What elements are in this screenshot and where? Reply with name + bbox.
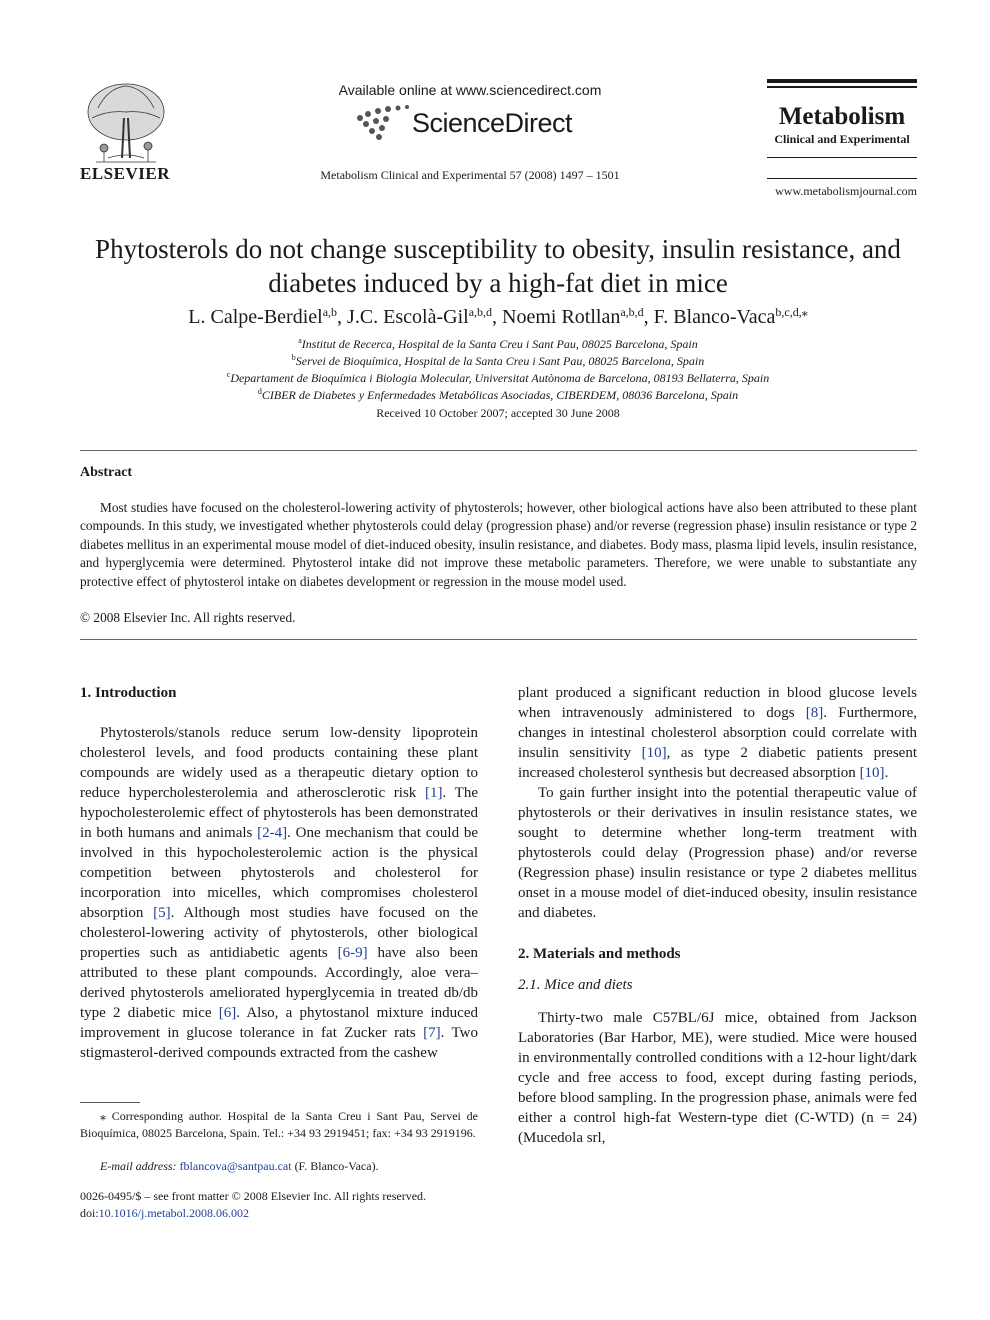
corresponding-mark[interactable]: ⁎ [801,305,808,319]
email-footnote [80,1158,478,1175]
email-owner: (F. Blanco-Vaca). [291,1159,379,1173]
paragraph-text: . Although most studies have focused on the cholesterol-lowering activity of phytosterols, other biological properties such as antidiabetic agents [80,905,479,961]
citation-link[interactable]: [8] [805,705,824,721]
abstract-heading: Abstract [80,465,133,480]
paragraph-text: . One mechanism that could be involved in this hypocholesterolemic action is the physical competition between phytosterols and cholesterol for incorporation into micelles, which compromises cholesterol absorption [80,825,478,921]
author[interactable]: F. Blanco-Vaca [653,306,776,328]
available-online[interactable]: Available online at www.sciencedirect.com [338,82,602,98]
left-column [80,683,478,1063]
body-paragraph: To gain further insight into the potential therapeutic value of phytosterols or their derivatives in insulin resistance states, we sought to determine whether long-term treatment with phytosterols could delay (Progression phase) and/or reverse (Regression phase) insulin resistance or type 2 diabetes mellitus onset in a mouse model of diet-induced obesity, insulin resistance and diabetes. [518,785,917,921]
publisher-name: ELSEVIER [80,164,170,183]
masthead-rule [767,157,917,158]
citation-link[interactable]: [10] [859,765,885,781]
author-list [78,305,918,329]
divider [80,639,917,640]
paragraph-text: . Furthermore, changes in intestinal cholesterol absorption could correlate with insulin sensitivity [518,705,917,761]
author[interactable]: J.C. Escolà-Gil [347,306,469,328]
right-column [518,683,917,1148]
author[interactable]: Noemi Rotllan [502,306,621,328]
subsection-heading: 2.1. Mice and diets [518,977,633,993]
intro-paragraph [80,723,478,1063]
author-sep: , [643,306,654,328]
section-heading: 1. Introduction [80,685,177,701]
paragraph-text: . Two stigmasterol-derived compounds extracted from the cashew [80,1025,478,1061]
author-affil-sup: b,c,d,⁎ [775,305,808,319]
paragraph-text: . Also, a phytostanol mixture induced improvement in glucose tolerance in fat Zucker rats [80,1005,479,1041]
journal-subtitle: Clinical and Experimental [774,132,910,146]
abstract-text: Most studies have focused on the cholesterol-lowering activity of phytosterols; however, other biological actions have also been attributed to these plant compounds. In this study, we investigated whether phytosterols could delay (progression phase) and/or reverse (regression phase) insulin resistance or type 2 diabetes mellitus in an experimental mouse model of diet-induced obesity, insulin resistance, and diabetes. Body mass, plasma lipid levels, insulin resistance, and hyperglycemia were determined. Phytosterol intake did not improve these metabolic parameters. Therefore, we were unable to substantiate any protective effect of phytosterol intake on diabetes development or regression in the mouse model used. [80,500,917,589]
footnote-rule [80,1102,140,1103]
affiliation: $^a$Institut de Recerca, Hospital de la Santa Creu i Sant Pau, 08025 Barcelona, Spain [298,336,698,351]
journal-citation: Metabolism Clinical and Experimental 57 (2008) 1497 – 1501 [320,168,620,182]
body-paragraph [518,683,917,783]
citation-link[interactable]: [1] [425,785,443,801]
paragraph-text: Phytosterols/stanols reduce serum low-density lipoprotein cholesterol levels, and food products containing these plant compounds are widely used as a therapeutic dietary option to reduce hypercholesterolemia and atherosclerotic risk [80,725,478,801]
author-sep: , [492,306,503,328]
divider [80,450,917,451]
affiliation: $^b$Servei de Bioquímica, Hospital de la Santa Creu i Sant Pau, 08025 Barcelona, Spain [291,353,705,368]
masthead-rule [767,86,917,88]
sciencedirect-dots-icon [352,104,412,142]
citation-link[interactable]: [6-9] [337,945,368,961]
citation-link[interactable]: [2-4] [257,825,288,841]
paragraph-text: , as type 2 diabetic patients present increased cholesterol synthesis but decreased absorption [518,745,917,781]
received-dates: Received 10 October 2007; accepted 30 June 2008 [376,406,620,420]
article-title [78,232,918,300]
citation-link[interactable]: [5] [153,905,171,921]
journal-url[interactable]: www.metabolismjournal.com [775,184,917,198]
author-affil-sup: a,b [322,305,338,319]
sciencedirect-logo[interactable]: ScienceDirect [412,108,573,138]
doi-link[interactable]: 10.1016/j.metabol.2008.06.002 [98,1205,249,1220]
email-label: E-mail address: [100,1159,180,1173]
body-paragraph: Thirty-two male C57BL/6J mice, obtained from Jackson Laboratories (Bar Harbor, ME), were studied. Mice were housed in environmentally controlled conditions with a 12-hour light/dark cycle and free access to food, except during fasting periods, before blood sampling. In the progression phase, animals were fed either a control high-fat Western-type diet (C-WTD) (n = 24) (Mucedola srl, [518,1010,917,1146]
abstract-copyright: © 2008 Elsevier Inc. All rights reserved. [80,610,296,625]
paragraph-text: . The hypocholesterolemic effect of phytosterols has been demonstrated in both humans and animals [80,785,478,841]
publication-info [80,1188,426,1221]
email-link[interactable]: fblancova@santpau.cat [179,1159,292,1173]
citation-link[interactable]: [7] [423,1025,441,1041]
corresponding-footnote: ⁎ Corresponding author. Hospital de la Santa Creu i Sant Pau, Servei de Bioquímica, 08025 Barcelona, Spain. Tel.: +34 93 2919451; fax: +34 93 2919196. [80,1109,478,1140]
issn-line: 0026-0495/$ – see front matter © 2008 Elsevier Inc. All rights reserved. [80,1189,427,1203]
paragraph-text: have also been attributed to these plant compounds. Accordingly, aloe vera–derived phytosterols ameliorated hyperglycemia in treated db/db type 2 diabetic mice [80,945,478,1021]
citation-link[interactable]: [10] [641,745,667,761]
masthead-rule [767,178,917,179]
affiliation: $^c$Departament de Bioquímica i Biologia Molecular, Universitat Autònoma de Barcelona, 08193 Bellaterra, Spain [226,370,770,385]
journal-name: Metabolism [778,103,906,130]
citation-link[interactable]: [6] [218,1005,237,1021]
section-heading: 2. Materials and methods [518,946,681,962]
masthead-rule [767,79,917,83]
author-affil-sup: a,b,d [620,305,644,319]
doi-line: doi:10.1016/j.metabol.2008.06.002 [80,1205,249,1220]
paragraph-text: plant produced a significant reduction in blood glucose levels when intravenously administered to dogs [518,685,917,721]
author-sep: , [337,306,348,328]
title-line: Phytosterols do not change susceptibility to obesity, insulin resistance, and [95,234,901,264]
title-line: diabetes induced by a high-fat diet in mice [268,268,728,298]
author-affil-sup: a,b,d [468,305,493,319]
paragraph-text: . [884,765,889,781]
author[interactable]: L. Calpe-Berdiel [188,306,323,328]
affiliation: $^d$CIBER de Diabetes y Enfermedades Metabólicas Asociadas, CIBERDEM, 08036 Barcelona, Spain [257,387,739,402]
